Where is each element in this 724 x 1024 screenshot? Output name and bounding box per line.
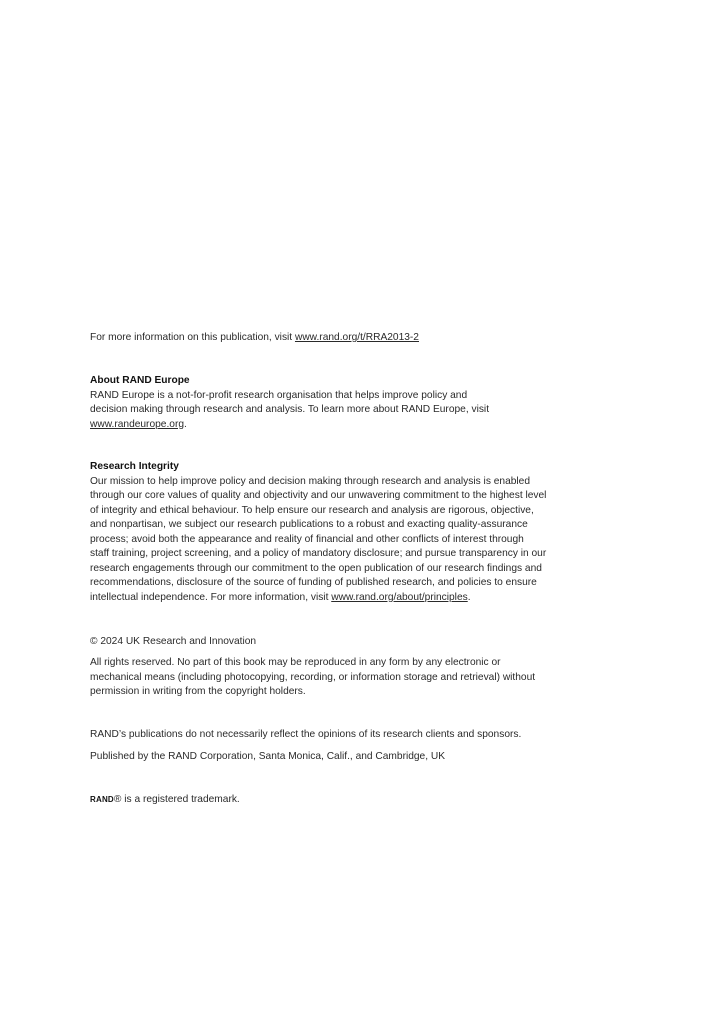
trademark-section [90,793,240,808]
about-line-2: decision making through research and analysis. To learn more about RAND Europe, visit [90,404,490,415]
rights-line-2: mechanical means (including photocopying, recording, or information storage and retrieval) without [90,671,536,683]
more-info-section [90,331,419,346]
about-line-1: RAND Europe is a not-for-profit research organisation that helps improve policy and [90,389,468,401]
integrity-line-4: and nonpartisan, we subject our research publications to a robust and exacting quality-assurance [90,519,528,530]
about-line-3 [90,418,489,433]
integrity-line-9 [90,591,546,606]
disclaimer-text: RAND’s publications do not necessarily reflect the opinions of its research clients and sponsors. [90,729,522,740]
rights-line-1: All rights reserved. No part of this book may be reproduced in any form by any electronic or [90,657,501,668]
integrity-line-7: research engagements through our commitment to the open publication of our research findings and [90,562,542,574]
more-info-prefix: For more information on this publication, visit [90,332,295,343]
integrity-line-3: of integrity and ethical behaviour. To help ensure our research and analysis are rigorous, objective, [90,504,534,516]
about-section [90,374,489,432]
rand-logo-mark: RAND [90,795,114,804]
randeurope-link[interactable]: www.randeurope.org [90,418,185,430]
copyright-section [90,635,256,650]
integrity-line-5: process; avoid both the appearance and reality of financial and other conflicts of interest through [90,533,524,545]
copyright-notice: © 2024 UK Research and Innovation [90,636,257,647]
integrity-section [90,460,546,605]
integrity-line-2: through our core values of quality and objectivity and our unwavering commitment to the highest level [90,490,547,501]
trademark-text: ® is a registered trademark. [113,794,240,805]
integrity-last-prefix: intellectual independence. For more information, visit [90,591,332,603]
publisher-text: Published by the RAND Corporation, Santa Monica, Calif., and Cambridge, UK [90,751,446,762]
rights-section [90,656,535,700]
publication-link[interactable]: www.rand.org/t/RRA2013-2 [294,332,419,343]
integrity-heading: Research Integrity [90,461,179,472]
disclaimer-section [90,728,521,743]
integrity-line-8: recommendations, disclosure of the source of funding of published research, and policies to ensure [90,577,537,588]
publisher-section [90,750,445,765]
trademark-line [90,793,240,808]
integrity-line-1: Our mission to help improve policy and decision making through research and analysis is enabled [90,475,530,487]
principles-link[interactable]: www.rand.org/about/principles [331,591,468,603]
rights-line-3: permission in writing from the copyright holders. [90,686,306,697]
integrity-line-6: staff training, project screening, and a policy of mandatory disclosure; and pursue transparency in our [90,548,547,559]
about-heading: About RAND Europe [90,375,190,386]
about-link-suffix: . [184,418,187,430]
more-info-line [90,331,419,346]
integrity-link-suffix: . [467,591,471,603]
